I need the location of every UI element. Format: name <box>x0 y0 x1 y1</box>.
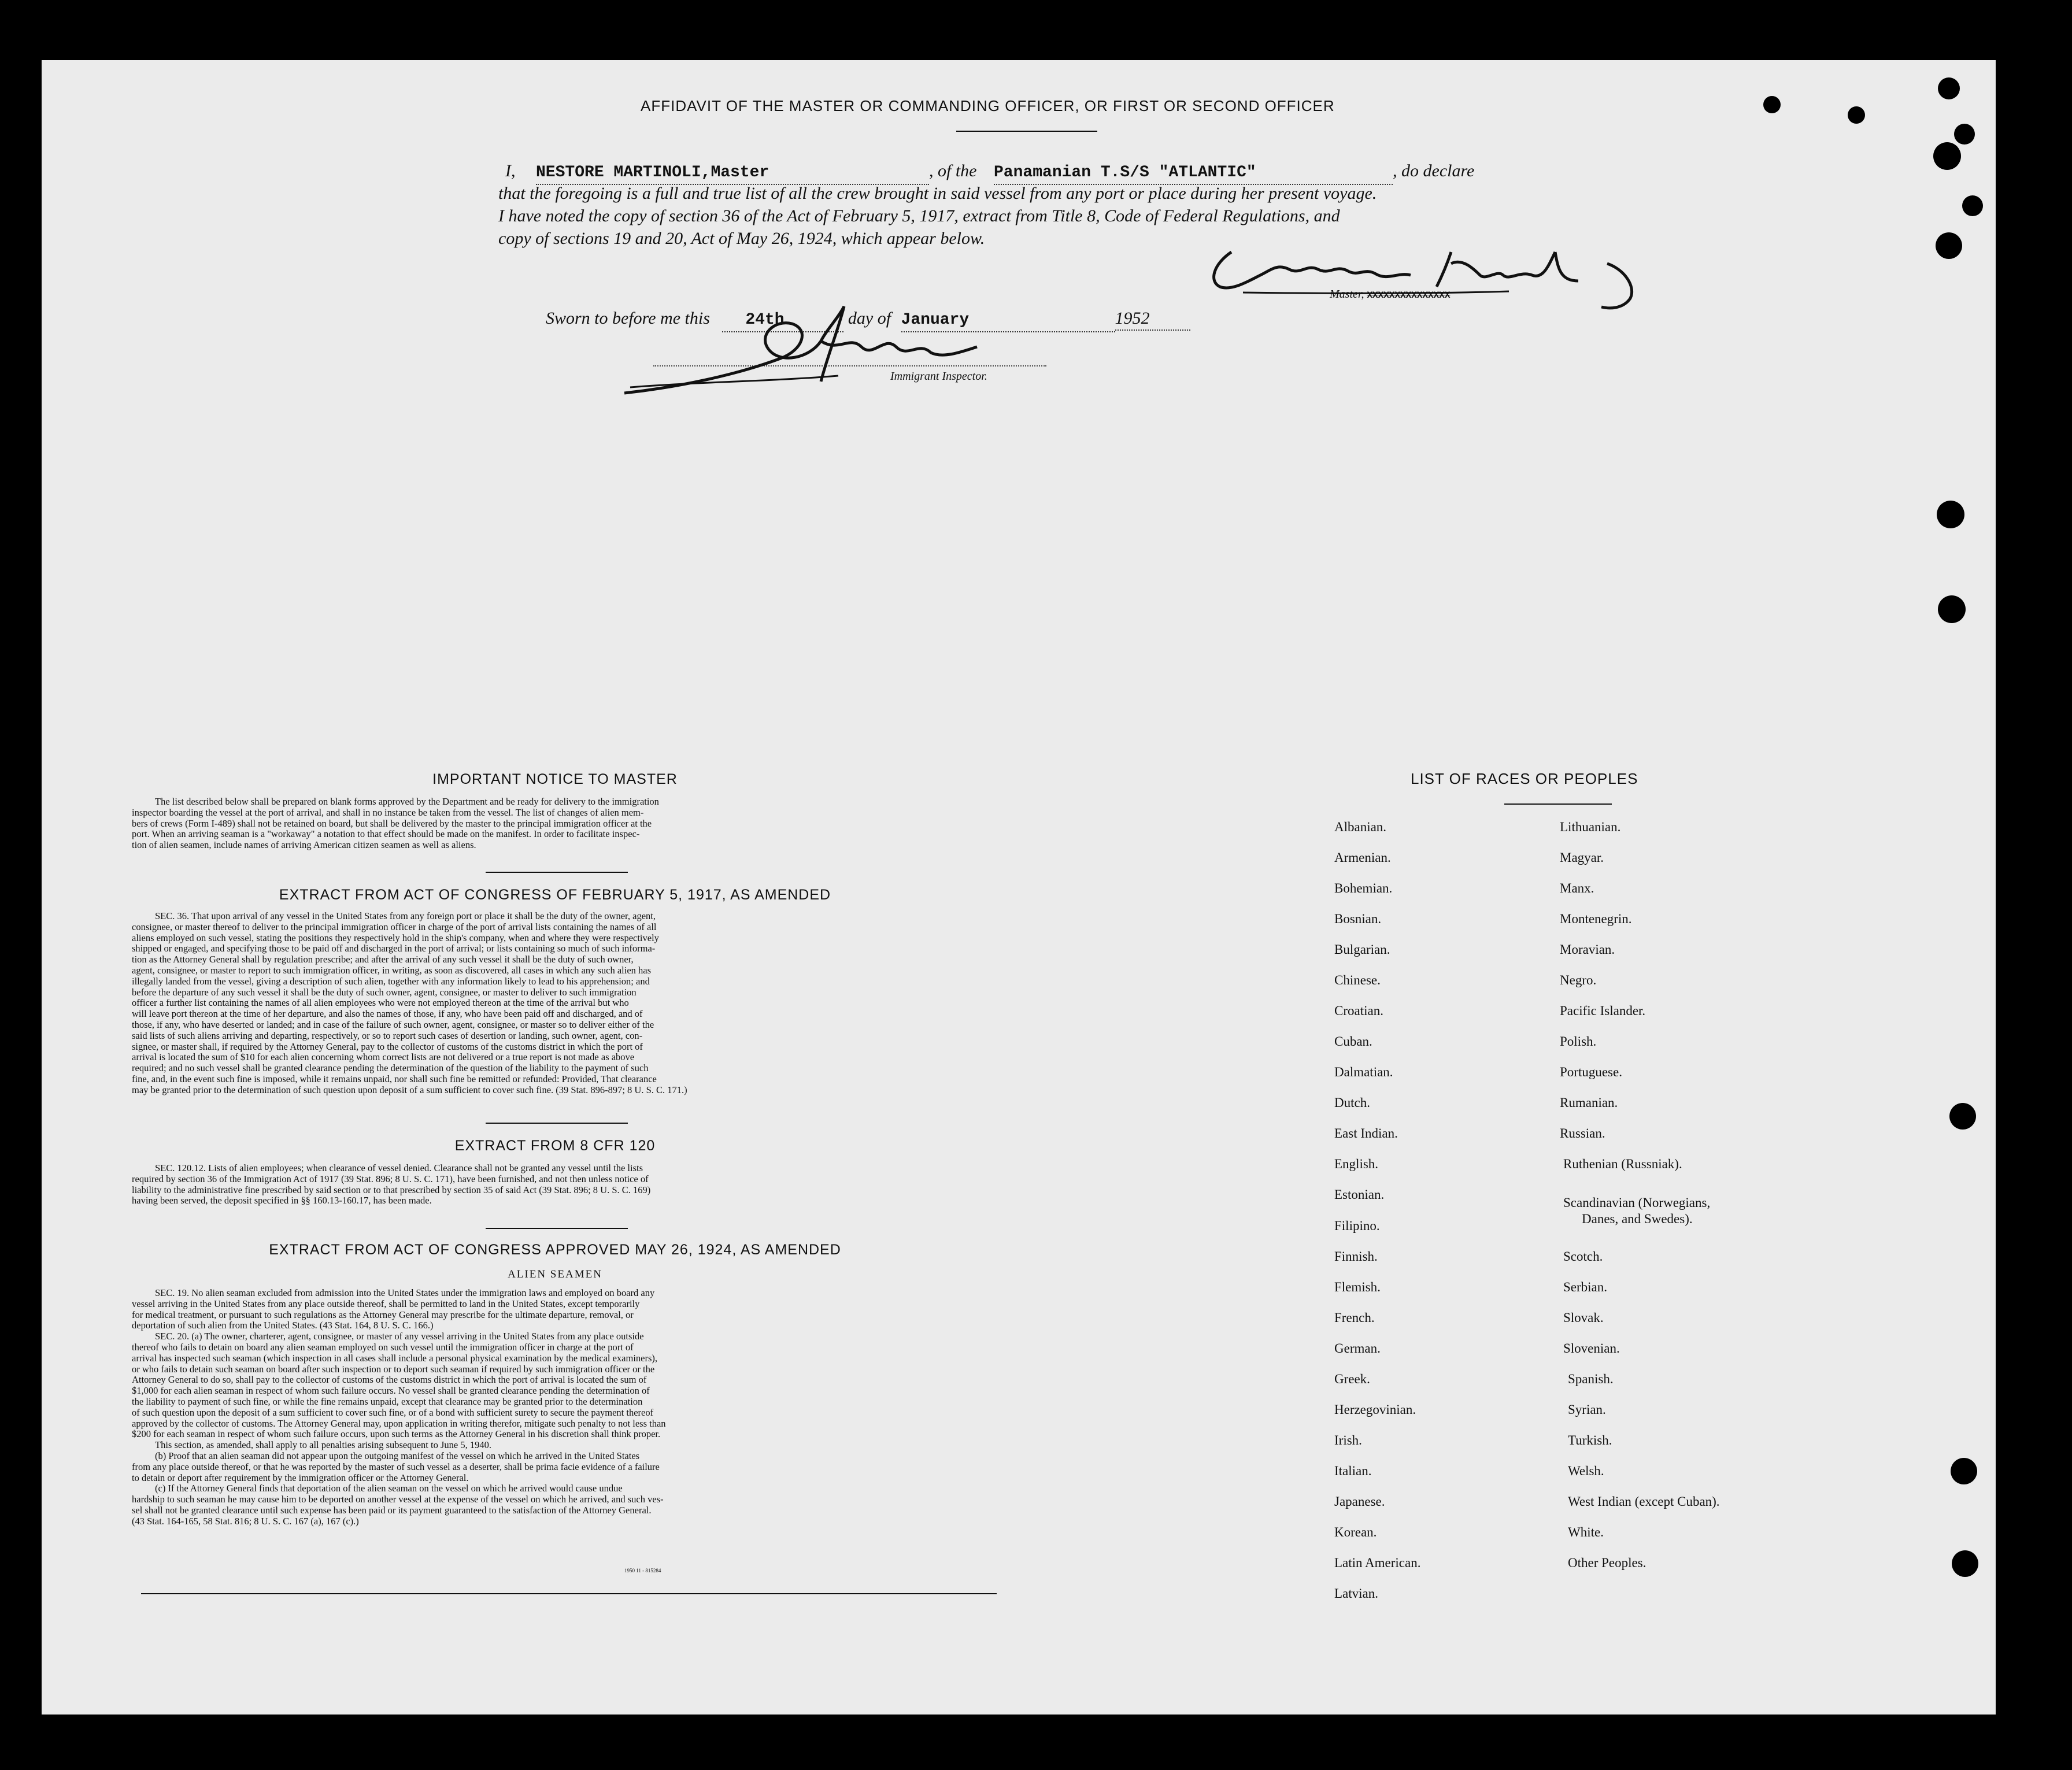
extract-1924-line: vessel arriving in the United States from any place outside thereof, shall be permitted to land in the United States, except temporarily <box>132 1298 640 1309</box>
affidavit-title: AFFIDAVIT OF THE MASTER OR COMMANDING OFFICER, OR FIRST OR SECOND OFFICER <box>641 97 1335 114</box>
race-left-item: Irish. <box>1334 1433 1362 1447</box>
extract-1917-line: illegally landed from the vessel, giving a description of such alien, together with any information likely to lead to his apprehension; and <box>132 975 650 987</box>
extract-1924-line: SEC. 19. No alien seaman excluded from admission into the United States under the immigration laws and employed on board any <box>155 1287 655 1298</box>
race-right-item: Portuguese. <box>1560 1065 1622 1079</box>
extract-1917-line: will leave port thereon at the time of her departure, and also the names of those, if any, who have been paid off and discharged, and of <box>132 1008 643 1020</box>
race-left-item: Dutch. <box>1334 1095 1370 1110</box>
affidavit-line-4: copy of sections 19 and 20, Act of May 26, 1924, which appear below. <box>498 229 985 248</box>
punch-hole <box>1951 1458 1977 1484</box>
race-left-item: Japanese. <box>1334 1494 1385 1509</box>
punch-hole <box>1949 1103 1976 1130</box>
notice-line: tion of alien seamen, include names of arriving American citizen seamen as well as aliens. <box>132 839 476 851</box>
notice-text <box>132 797 980 851</box>
race-left-item: Latin American. <box>1334 1556 1421 1570</box>
sworn-year: 1952 <box>1115 309 1150 328</box>
race-right-item: Welsh. <box>1568 1464 1604 1478</box>
extract-1924-line: approved by the collector of customs. The Attorney General may, upon application in writing therefor, mitigate such penalty to not less than <box>132 1417 666 1429</box>
do-declare: , do declare <box>1393 161 1475 180</box>
notice-title: IMPORTANT NOTICE TO MASTER <box>432 771 678 787</box>
extract-8cfr-text <box>132 1163 980 1206</box>
notice-line: The list described below shall be prepared on blank forms approved by the Department and be ready for delivery to the immigration <box>155 796 659 807</box>
punch-hole <box>1952 1550 1978 1577</box>
extract-1924-line: thereof who fails to detain on board any alien seaman employed on such vessel until the immigration officer in charge at the port of <box>132 1341 634 1353</box>
race-right-item: Negro. <box>1560 973 1597 987</box>
race-left-item: Flemish. <box>1334 1280 1381 1294</box>
race-left-item: German. <box>1334 1341 1381 1356</box>
punch-hole <box>1936 232 1962 259</box>
inspector-label: Immigrant Inspector. <box>890 370 987 383</box>
race-right-item: Serbian. <box>1563 1280 1608 1294</box>
alien-seamen-subtitle: ALIEN SEAMEN <box>508 1268 602 1280</box>
extract-1917-line: may be granted prior to the determination of such question upon deposit of a sum sufficient to cover such fine. (39 Stat. 896-897; 8 U. S. C. 171.) <box>132 1084 687 1095</box>
divider <box>956 131 1097 132</box>
race-left-item: Chinese. <box>1334 973 1381 987</box>
extract-1917-line: required; and no such vessel shall be granted clearance pending the determination of the question of the liability to the payment of such <box>132 1062 649 1074</box>
divider <box>1504 803 1612 805</box>
race-left-item: Croatian. <box>1334 1004 1383 1018</box>
extract-1924-line: of such question upon the deposit of a sum sufficient to cover such fine, or of a bond with sufficient surety to secure the payment thereof <box>132 1406 654 1418</box>
struck-officer-title: XXXXXXXXXXXXXXX <box>1367 290 1451 301</box>
master-name: NESTORE MARTINOLI,Master <box>536 164 769 182</box>
punch-hole <box>1937 501 1964 528</box>
divider <box>486 1228 628 1229</box>
extract-1924-line: Attorney General to do so, shall pay to the collector of customs of the customs district in which the port of arrival is located the sum of <box>132 1374 647 1386</box>
punch-hole <box>1763 96 1781 113</box>
race-right-item: Magyar. <box>1560 850 1604 865</box>
race-right-item: Manx. <box>1560 881 1594 895</box>
sworn-day: 24th <box>745 311 785 329</box>
punch-hole <box>1954 124 1975 145</box>
race-left-item: Bohemian. <box>1334 881 1393 895</box>
extract-1917-line: aliens employed on such vessel, stating the positions they respectively hold in the ship's company, when and where they were respectively <box>132 932 659 943</box>
sworn-prefix: Sworn to before me this <box>546 309 710 328</box>
punch-hole <box>1933 142 1961 170</box>
extract-1917-line: arrival is located the sum of $10 for each alien concerning whom correct lists are not delivered or a true report is not made as above <box>132 1051 635 1063</box>
extract-1917-line: agent, consignee, or master to report to such immigration officer, in writing, as soon as discovered, all cases in which any such alien has <box>132 964 652 976</box>
extract-1917-line: officer a further list containing the names of all alien employees who were not employed thereon at the time of the arrival but who <box>132 997 629 1009</box>
extract-1917-line: fine, and, in the event such fine is imposed, while it remains unpaid, nor shall such fine be remitted or refunded: Provided, That clearance <box>132 1073 657 1084</box>
race-right-item: West Indian (except Cuban). <box>1568 1494 1720 1509</box>
race-right-item: Montenegrin. <box>1560 912 1632 926</box>
print-code: 1950 11 - 815284 <box>624 1568 661 1573</box>
extract-1924-line: the liability to payment of such fine, or while the fine remains unpaid, except that clearance may be granted prior to the determination <box>132 1395 643 1407</box>
race-right-item: Lithuanian. <box>1560 820 1621 834</box>
punch-hole <box>1938 77 1960 99</box>
affidavit-line-1 <box>505 160 1474 185</box>
divider <box>486 1123 628 1124</box>
bottom-rule <box>141 1593 997 1594</box>
extract-1924-line: (b) Proof that an alien seaman did not appear upon the outgoing manifest of the vessel on which he arrived in the United States <box>155 1450 640 1461</box>
race-right-item: Turkish. <box>1568 1433 1612 1447</box>
race-right-item: Polish. <box>1560 1034 1597 1049</box>
extract-1917-line: tion as the Attorney General shall by regulation prescribe; and after the arrival of any such vessel it shall be the duty of such owner, <box>132 954 634 965</box>
race-right-item: Russian. <box>1560 1126 1605 1140</box>
master-signature <box>1208 229 1648 316</box>
extract-1924-line: sel shall not be granted clearance until such expense has been paid or its payment guaranteed to the satisfaction of the Attorney General. <box>132 1504 652 1516</box>
master-label <box>1330 288 1450 301</box>
race-left-item: Bosnian. <box>1334 912 1382 926</box>
punch-hole <box>1938 595 1966 623</box>
extract-1924-line: This section, as amended, shall apply to all penalties arising subsequent to June 5, 1940. <box>155 1439 491 1451</box>
extract-1924-line: (43 Stat. 164-165, 58 Stat. 816; 8 U. S. C. 167 (a), 167 (c).) <box>132 1515 359 1527</box>
notice-line: inspector boarding the vessel at the port of arrival, and shall in no instance be taken from the vessel. The list of changes of alien mem- <box>132 806 644 818</box>
extract-1924-line: $200 for each seaman in respect of whom such failure occurs, upon such terms as the Attorney General in his discretion shall think proper. <box>132 1428 661 1440</box>
extract-1917-line: shipped or engaged, and specifying those to be paid off and discharged in the port of arrival; or lists containing so much of such informa- <box>132 943 656 954</box>
races-title: LIST OF RACES OR PEOPLES <box>1411 770 1638 787</box>
race-right-item: Other Peoples. <box>1568 1556 1646 1570</box>
race-left-item: Albanian. <box>1334 820 1387 834</box>
race-right-item: Ruthenian (Russniak). <box>1563 1157 1682 1171</box>
divider <box>486 872 628 873</box>
extract-1924-text <box>132 1288 980 1527</box>
extract-8cfr-line: required by section 36 of the Immigration Act of 1917 (39 Stat. 896; 8 U. S. C. 171), have been furnished, and not then unless notice of <box>132 1173 649 1184</box>
extract-1924-line: for medical treatment, or pursuant to such regulations as the Attorney General may prescribe for the ultimate departure, removal, or <box>132 1309 634 1320</box>
extract-1917-line: said lists of such aliens arriving and departing, respectively, or so to report such cases of desertion or landing, such owner, agent, con- <box>132 1030 643 1041</box>
master-label-text: Master, <box>1330 288 1364 301</box>
extract-1924-line: or who fails to detain such seaman on board after such inspection or to deport such seaman if required by such immigration officer or the <box>132 1363 655 1375</box>
extract-1924-line: hardship to such seaman he may cause him to be deported on another vessel at the expense of the vessel on which he arrived, and such ves- <box>132 1494 664 1505</box>
extract-1917-title: EXTRACT FROM ACT OF CONGRESS OF FEBRUARY 5, 1917, AS AMENDED <box>279 887 831 903</box>
race-left-item: French. <box>1334 1310 1375 1325</box>
vessel-name: Panamanian T.S/S "ATLANTIC" <box>994 164 1256 182</box>
day-of: day of <box>848 309 891 328</box>
extract-1917-line: before the departure of any such vessel it shall be the duty of such owner, agent, consignee, or master to deliver to such immigration <box>132 986 637 998</box>
extract-1924-line: SEC. 20. (a) The owner, charterer, agent, consignee, or master of any vessel arriving in the United States from any place outside <box>155 1331 644 1342</box>
race-right-item: Spanish. <box>1568 1372 1614 1386</box>
extract-1924-line: (c) If the Attorney General finds that deportation of the alien seaman on the vessel on which he arrived would cause undue <box>155 1483 623 1494</box>
of-the: , of the <box>929 161 977 180</box>
extract-1924-line: from any place outside thereof, or that he was reported by the master of such vessel as a deserter, shall be prima facie evidence of a failure <box>132 1461 660 1472</box>
affidavit-i: I, <box>505 161 516 180</box>
race-left-item: Italian. <box>1334 1464 1372 1478</box>
race-left-item: East Indian. <box>1334 1126 1398 1140</box>
race-right-item: Danes, and Swedes). <box>1582 1212 1693 1226</box>
race-right-item: Pacific Islander. <box>1560 1004 1646 1018</box>
race-left-item: Herzegovinian. <box>1334 1402 1416 1417</box>
extract-1917-line: SEC. 36. That upon arrival of any vessel in the United States from any foreign port or place it shall be the duty of the owner, agent, <box>155 910 656 921</box>
extract-1924-line: arrival has inspected such seaman (which inspection in all cases shall include a personal physical examination by the medical examiners), <box>132 1352 658 1364</box>
extract-1917-line: those, if any, who have deserted or landed; and in case of the failure of such owner, agent, consignee, or master so to deliver either of the <box>132 1019 654 1030</box>
race-right-item: Slovenian. <box>1563 1341 1620 1356</box>
race-left-item: Latvian. <box>1334 1586 1378 1601</box>
affidavit-line-2: that the foregoing is a full and true list of all the crew brought in said vessel from any port or place during her present voyage. <box>498 184 1377 203</box>
extract-1924-title: EXTRACT FROM ACT OF CONGRESS APPROVED MAY 26, 1924, AS AMENDED <box>269 1242 841 1258</box>
notice-line: port. When an arriving seaman is a "workaway" a notation to that effect should be made on the manifest. In order to facilitate inspec- <box>132 828 640 840</box>
race-right-item: White. <box>1568 1525 1604 1539</box>
race-left-item: Filipino. <box>1334 1219 1380 1233</box>
race-right-item: Moravian. <box>1560 942 1615 957</box>
extract-8cfr-line: SEC. 120.12. Lists of alien employees; when clearance of vessel denied. Clearance shall not be granted any vessel until the lists <box>155 1162 643 1173</box>
race-right-item: Rumanian. <box>1560 1095 1618 1110</box>
extract-1917-text <box>132 911 980 1096</box>
sworn-month: January <box>901 311 970 329</box>
race-left-item: Armenian. <box>1334 850 1391 865</box>
extract-1924-line: $1,000 for each alien seaman in respect of whom such failure occurs. No vessel shall be granted clearance pending the determination of <box>132 1385 650 1397</box>
punch-hole <box>1848 106 1865 124</box>
extract-1924-line: to detain or deport after requirement by the immigration officer or the Attorney General. <box>132 1472 469 1483</box>
notice-line: bers of crews (Form I-489) shall not be retained on board, but shall be delivered by the master to the principal immigration officer at the <box>132 817 652 829</box>
race-left-item: Finnish. <box>1334 1249 1378 1264</box>
race-left-item: Dalmatian. <box>1334 1065 1393 1079</box>
extract-1924-line: deportation of such alien from the United States. (43 Stat. 164, 8 U. S. C. 166.) <box>132 1320 434 1331</box>
extract-8cfr-title: EXTRACT FROM 8 CFR 120 <box>454 1138 656 1154</box>
extract-8cfr-line: having been served, the deposit specified in §§ 160.13-160.17, has been made. <box>132 1195 432 1206</box>
race-left-item: Bulgarian. <box>1334 942 1390 957</box>
punch-hole <box>1962 195 1983 216</box>
race-right-item: Slovak. <box>1563 1310 1604 1325</box>
race-left-item: Estonian. <box>1334 1187 1385 1202</box>
affidavit-line-3: I have noted the copy of section 36 of the Act of February 5, 1917, extract from Title 8, Code of Federal Regulations, and <box>498 206 1340 225</box>
race-left-item: Cuban. <box>1334 1034 1372 1049</box>
race-left-item: Greek. <box>1334 1372 1370 1386</box>
extract-8cfr-line: liability to the administrative fine prescribed by said section or to that prescribed by section 35 of said Act (39 Stat. 896; 8 U. S. C. 169) <box>132 1184 651 1195</box>
extract-1917-line: consignee, or master thereof to deliver to the principal immigration officer in charge of the port of arrival lists containing the names of all <box>132 921 657 932</box>
race-right-item: Scandinavian (Norwegians, <box>1563 1195 1711 1210</box>
race-right-item: Syrian. <box>1568 1402 1606 1417</box>
extract-1917-line: signee, or master shall, if required by the Attorney General, pay to the collector of customs of the customs district in which the port of <box>132 1040 643 1052</box>
inspector-signature <box>619 295 989 399</box>
race-left-item: Korean. <box>1334 1525 1377 1539</box>
race-right-item: Scotch. <box>1563 1249 1603 1264</box>
race-left-item: English. <box>1334 1157 1379 1171</box>
